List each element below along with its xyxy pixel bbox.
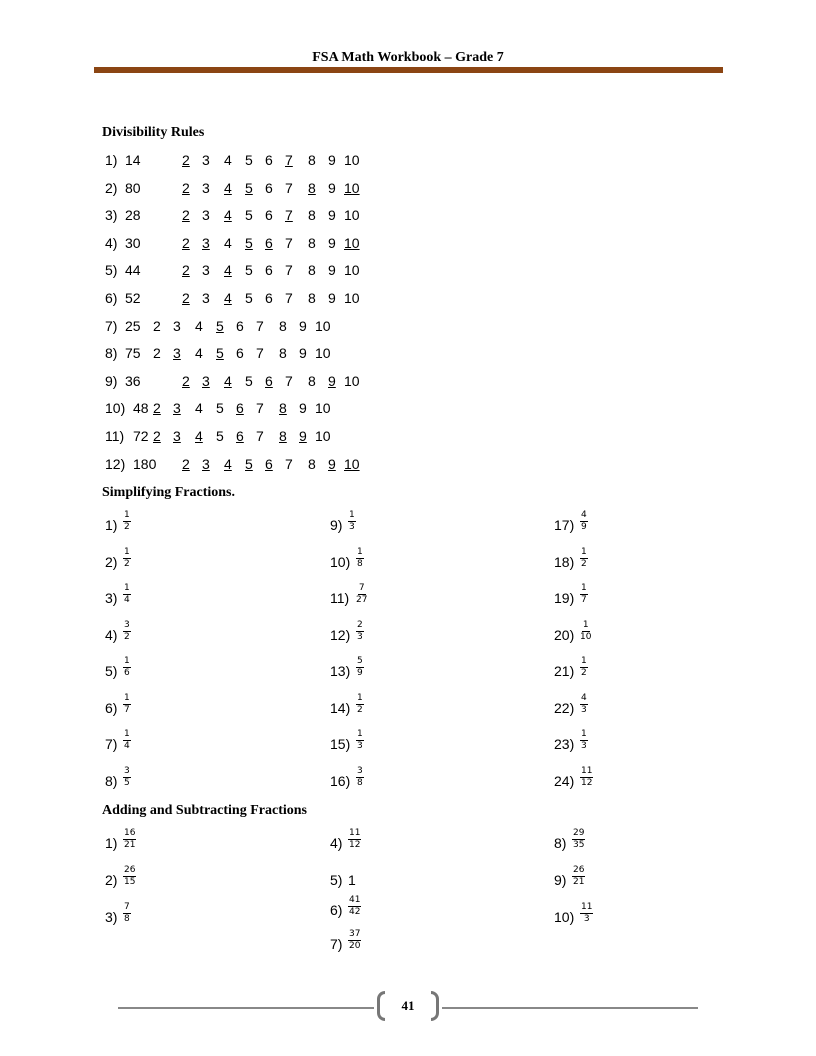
numerator: 1 — [581, 583, 587, 593]
divisor-2: 2 — [182, 455, 190, 472]
fraction — [356, 657, 364, 678]
divisor-7: 7 — [256, 428, 264, 444]
item-label: 15) — [330, 736, 351, 752]
whole-number: 1 — [348, 872, 356, 888]
item-label: 10) — [554, 909, 575, 925]
divisor-9: 9 — [328, 179, 336, 196]
fraction — [348, 896, 361, 917]
denominator: 8 — [357, 777, 363, 788]
denominator: 9 — [357, 668, 363, 678]
numerator: 1 — [124, 656, 130, 666]
divisor-7: 7 — [285, 179, 293, 196]
item-label: 21) — [554, 663, 575, 679]
fraction — [580, 694, 588, 715]
divisor-3: 3 — [173, 317, 181, 334]
fraction — [580, 657, 588, 678]
denominator: 42 — [349, 907, 361, 917]
fraction — [356, 584, 367, 605]
row-number: 80 — [125, 179, 141, 196]
divisor-9: 9 — [328, 372, 336, 389]
divisor-2: 2 — [182, 290, 190, 306]
numerator: 1 — [124, 583, 130, 593]
row-number: 44 — [125, 262, 141, 279]
item-label: 18) — [554, 553, 575, 570]
denominator: 4 — [124, 741, 130, 751]
divisor-5: 5 — [216, 345, 224, 362]
divisor-5: 5 — [245, 262, 253, 279]
item-label: 14) — [330, 699, 351, 716]
item-label: 17) — [554, 517, 575, 533]
divisor-3: 3 — [173, 345, 181, 362]
divisor-7: 7 — [256, 345, 264, 362]
denominator: 3 — [581, 704, 587, 715]
numerator: 26 — [573, 865, 585, 875]
row-label: 6) — [105, 290, 118, 306]
denominator: 8 — [124, 914, 130, 924]
row-number: 72 — [133, 428, 149, 444]
denominator: 3 — [357, 631, 363, 642]
divisor-6: 6 — [236, 400, 244, 417]
denominator: 2 — [124, 558, 130, 569]
item-label: 16) — [330, 772, 351, 789]
item-label: 11) — [330, 590, 350, 606]
divisor-3: 3 — [173, 428, 181, 444]
divisor-4: 4 — [224, 372, 232, 389]
fraction — [123, 866, 136, 887]
numerator: 7 — [358, 583, 365, 593]
denominator: 20 — [349, 941, 361, 951]
denominator: 3 — [583, 914, 590, 924]
fraction — [123, 767, 131, 788]
divisor-6: 6 — [265, 290, 273, 306]
denominator: 2 — [581, 558, 587, 569]
item-label: 22) — [554, 699, 575, 716]
divisor-6: 6 — [265, 179, 273, 196]
denominator: 2 — [581, 668, 587, 678]
fraction — [123, 548, 131, 569]
divisor-10: 10 — [344, 152, 360, 168]
numerator: 11 — [581, 765, 593, 776]
divisor-9: 9 — [328, 207, 336, 224]
divisor-4: 4 — [195, 317, 203, 334]
fraction — [580, 584, 588, 605]
item-label: 4) — [105, 626, 118, 643]
row-label: 1) — [105, 152, 118, 168]
divisor-10: 10 — [315, 400, 331, 417]
divisor-5: 5 — [245, 179, 253, 196]
fraction — [580, 511, 588, 532]
divisor-10: 10 — [315, 428, 331, 444]
divisor-10: 10 — [344, 179, 360, 196]
item-label: 24) — [554, 772, 575, 789]
denominator: 4 — [124, 595, 130, 605]
denominator: 21 — [124, 840, 136, 850]
fraction — [580, 767, 593, 788]
row-number: 25 — [125, 317, 141, 334]
divisor-5: 5 — [245, 234, 253, 251]
divisor-5: 5 — [245, 152, 253, 168]
numerator: 1 — [581, 546, 587, 557]
denominator: 9 — [581, 522, 587, 532]
divisor-7: 7 — [285, 234, 293, 251]
divisor-7: 7 — [256, 400, 264, 417]
footer-bracket-right — [431, 991, 439, 1021]
divisor-5: 5 — [216, 428, 224, 444]
simplifying-heading: Simplifying Fractions. — [102, 485, 236, 500]
item-label: 6) — [330, 902, 343, 918]
fraction — [123, 511, 131, 532]
numerator: 1 — [581, 729, 587, 739]
divisor-5: 5 — [245, 372, 253, 389]
divisor-8: 8 — [308, 262, 316, 279]
fraction — [572, 866, 585, 887]
denominator: 2 — [124, 631, 130, 642]
divisor-8: 8 — [279, 400, 287, 417]
divisor-8: 8 — [308, 372, 316, 389]
denominator: 2 — [357, 704, 363, 715]
numerator: 1 — [581, 656, 587, 666]
fraction — [580, 903, 593, 924]
item-label: 1) — [105, 835, 118, 851]
item-label: 7) — [105, 736, 118, 752]
divisor-8: 8 — [279, 317, 287, 334]
divisor-2: 2 — [182, 152, 190, 168]
fraction — [572, 829, 585, 850]
denominator: 8 — [357, 558, 363, 569]
item-label: 20) — [554, 626, 575, 643]
row-label: 10) — [105, 400, 126, 417]
numerator: 1 — [349, 510, 355, 520]
divisor-7: 7 — [285, 372, 293, 389]
divisor-6: 6 — [265, 262, 273, 279]
footer-line-left — [118, 1007, 374, 1009]
row-label: 7) — [105, 317, 118, 334]
numerator: 7 — [124, 902, 130, 912]
divisor-5: 5 — [245, 207, 253, 224]
divisor-10: 10 — [315, 317, 331, 334]
item-label: 3) — [105, 909, 118, 925]
row-number: 30 — [125, 234, 141, 251]
item-label: 6) — [105, 699, 118, 716]
divisor-2: 2 — [182, 207, 190, 224]
divisor-4: 4 — [224, 234, 232, 251]
divisor-8: 8 — [308, 455, 316, 472]
divisor-6: 6 — [265, 234, 273, 251]
item-label: 2) — [105, 872, 118, 888]
divisor-10: 10 — [315, 345, 331, 362]
numerator: 1 — [357, 546, 363, 557]
divisor-6: 6 — [265, 372, 273, 389]
denominator: 2 — [124, 522, 130, 532]
divisor-4: 4 — [195, 345, 203, 362]
divisor-5: 5 — [216, 317, 224, 334]
numerator: 41 — [349, 895, 361, 905]
divisor-4: 4 — [224, 262, 232, 279]
item-label: 7) — [330, 936, 343, 952]
numerator: 29 — [573, 828, 585, 838]
row-number: 52 — [125, 290, 141, 306]
divisor-5: 5 — [245, 455, 253, 472]
item-label: 10) — [330, 553, 351, 570]
item-label: 3) — [105, 590, 118, 606]
divisor-10: 10 — [344, 262, 360, 279]
row-number: 180 — [133, 455, 157, 472]
row-label: 4) — [105, 234, 118, 251]
divisor-8: 8 — [279, 428, 287, 444]
item-label: 12) — [330, 626, 351, 643]
divisor-4: 4 — [224, 179, 232, 196]
item-label: 8) — [554, 835, 567, 851]
divisor-8: 8 — [308, 179, 316, 196]
header-rule — [94, 67, 723, 73]
item-label: 8) — [105, 772, 118, 789]
numerator: 3 — [124, 765, 130, 776]
numerator: 1 — [124, 692, 130, 703]
fraction — [356, 694, 364, 715]
fraction — [580, 730, 588, 751]
divisor-9: 9 — [299, 428, 307, 444]
divisor-2: 2 — [182, 234, 190, 251]
divisor-3: 3 — [202, 179, 210, 196]
item-label: 1) — [105, 517, 118, 533]
divisor-8: 8 — [308, 290, 316, 306]
fraction — [348, 829, 361, 850]
numerator: 1 — [124, 546, 130, 557]
footer-bracket-left — [377, 991, 385, 1021]
divisor-2: 2 — [182, 372, 190, 389]
divisor-9: 9 — [328, 234, 336, 251]
item-label: 9) — [554, 872, 567, 888]
row-number: 28 — [125, 207, 141, 224]
divisor-10: 10 — [344, 455, 360, 472]
denominator: 7 — [124, 704, 130, 715]
divisor-6: 6 — [236, 317, 244, 334]
denominator: 3 — [357, 741, 363, 751]
divisor-8: 8 — [308, 207, 316, 224]
denominator: 3 — [581, 741, 587, 751]
divisor-2: 2 — [153, 428, 161, 444]
denominator: 3 — [349, 522, 355, 532]
denominator: 7 — [581, 595, 587, 605]
fraction — [123, 730, 131, 751]
fraction — [123, 694, 131, 715]
divisor-9: 9 — [328, 290, 336, 306]
row-number: 75 — [125, 345, 141, 362]
numerator: 2 — [357, 619, 363, 630]
divisor-2: 2 — [182, 262, 190, 279]
divisor-4: 4 — [224, 207, 232, 224]
divisor-10: 10 — [344, 207, 360, 224]
page-number: 41 — [401, 998, 415, 1013]
item-label: 4) — [330, 835, 343, 851]
divisor-2: 2 — [153, 317, 161, 334]
divisor-2: 2 — [182, 179, 190, 196]
fraction — [123, 584, 131, 605]
divisor-10: 10 — [344, 234, 360, 251]
divisor-9: 9 — [328, 455, 336, 472]
fraction — [580, 621, 591, 642]
row-label: 5) — [105, 262, 118, 279]
fraction — [356, 548, 364, 569]
divisor-7: 7 — [285, 455, 293, 472]
divisor-3: 3 — [173, 400, 181, 417]
numerator: 3 — [357, 765, 363, 776]
divisor-8: 8 — [308, 152, 316, 168]
divisor-9: 9 — [328, 262, 336, 279]
numerator: 11 — [581, 902, 593, 912]
divisibility-heading: Divisibility Rules — [102, 125, 205, 140]
row-label: 11) — [105, 428, 125, 444]
row-number: 14 — [125, 152, 141, 168]
divisor-4: 4 — [195, 428, 203, 444]
fraction — [123, 829, 136, 850]
numerator: 1 — [124, 510, 130, 520]
divisor-5: 5 — [216, 400, 224, 417]
numerator: 4 — [581, 510, 587, 520]
divisor-7: 7 — [285, 207, 293, 224]
fraction — [123, 657, 131, 678]
numerator: 1 — [357, 692, 363, 703]
numerator: 26 — [124, 865, 136, 875]
divisor-5: 5 — [245, 290, 253, 306]
numerator: 1 — [582, 619, 589, 630]
divisor-9: 9 — [299, 400, 307, 417]
fraction — [123, 621, 131, 642]
item-label: 19) — [554, 590, 575, 606]
row-label: 9) — [105, 372, 118, 389]
denominator: 27 — [356, 595, 368, 605]
denominator: 5 — [124, 777, 130, 788]
fraction — [123, 903, 131, 924]
adding-heading: Adding and Subtracting Fractions — [102, 803, 307, 818]
divisor-7: 7 — [285, 152, 293, 168]
divisor-2: 2 — [153, 400, 161, 417]
fraction — [356, 767, 364, 788]
fraction — [348, 511, 356, 532]
row-label: 8) — [105, 345, 118, 362]
divisor-2: 2 — [153, 345, 161, 362]
numerator: 1 — [357, 729, 363, 739]
divisor-6: 6 — [236, 428, 244, 444]
item-label: 23) — [554, 736, 575, 752]
divisor-4: 4 — [224, 455, 232, 472]
divisor-9: 9 — [299, 317, 307, 334]
divisor-9: 9 — [328, 152, 336, 168]
denominator: 21 — [573, 877, 585, 887]
numerator: 5 — [357, 656, 363, 666]
divisor-4: 4 — [195, 400, 203, 417]
divisor-3: 3 — [202, 152, 210, 168]
divisor-9: 9 — [299, 345, 307, 362]
divisor-3: 3 — [202, 234, 210, 251]
fraction — [580, 548, 588, 569]
row-number: 36 — [125, 372, 141, 389]
divisor-10: 10 — [344, 372, 360, 389]
divisor-3: 3 — [202, 262, 210, 279]
divisor-10: 10 — [344, 290, 360, 306]
divisor-7: 7 — [285, 290, 293, 306]
divisor-3: 3 — [202, 372, 210, 389]
numerator: 11 — [349, 828, 361, 838]
divisor-4: 4 — [224, 152, 232, 168]
item-label: 2) — [105, 553, 118, 570]
divisor-6: 6 — [236, 345, 244, 362]
fraction — [356, 621, 364, 642]
divisor-6: 6 — [265, 455, 273, 472]
divisor-3: 3 — [202, 290, 210, 306]
numerator: 3 — [124, 619, 130, 630]
fraction — [356, 730, 364, 751]
footer-line-right — [442, 1007, 698, 1009]
item-label: 9) — [330, 517, 343, 533]
numerator: 16 — [124, 828, 136, 838]
denominator: 12 — [349, 840, 361, 850]
denominator: 35 — [573, 840, 585, 850]
denominator: 10 — [580, 631, 592, 642]
item-label: 5) — [330, 872, 343, 888]
numerator: 37 — [349, 929, 361, 939]
row-label: 12) — [105, 455, 126, 472]
numerator: 4 — [581, 692, 587, 703]
divisor-6: 6 — [265, 152, 273, 168]
item-label: 13) — [330, 663, 351, 679]
divisor-6: 6 — [265, 207, 273, 224]
divisor-4: 4 — [224, 290, 232, 306]
numerator: 1 — [124, 729, 130, 739]
divisor-3: 3 — [202, 455, 210, 472]
denominator: 15 — [124, 877, 136, 887]
row-label: 3) — [105, 207, 118, 224]
divisor-7: 7 — [285, 262, 293, 279]
denominator: 6 — [124, 668, 130, 678]
denominator: 12 — [581, 777, 593, 788]
header-title: FSA Math Workbook – Grade 7 — [312, 50, 504, 65]
divisor-7: 7 — [256, 317, 264, 334]
item-label: 5) — [105, 663, 118, 679]
divisor-3: 3 — [202, 207, 210, 224]
row-number: 48 — [133, 400, 149, 417]
fraction — [348, 930, 361, 951]
divisor-8: 8 — [308, 234, 316, 251]
divisor-8: 8 — [279, 345, 287, 362]
row-label: 2) — [105, 179, 118, 196]
